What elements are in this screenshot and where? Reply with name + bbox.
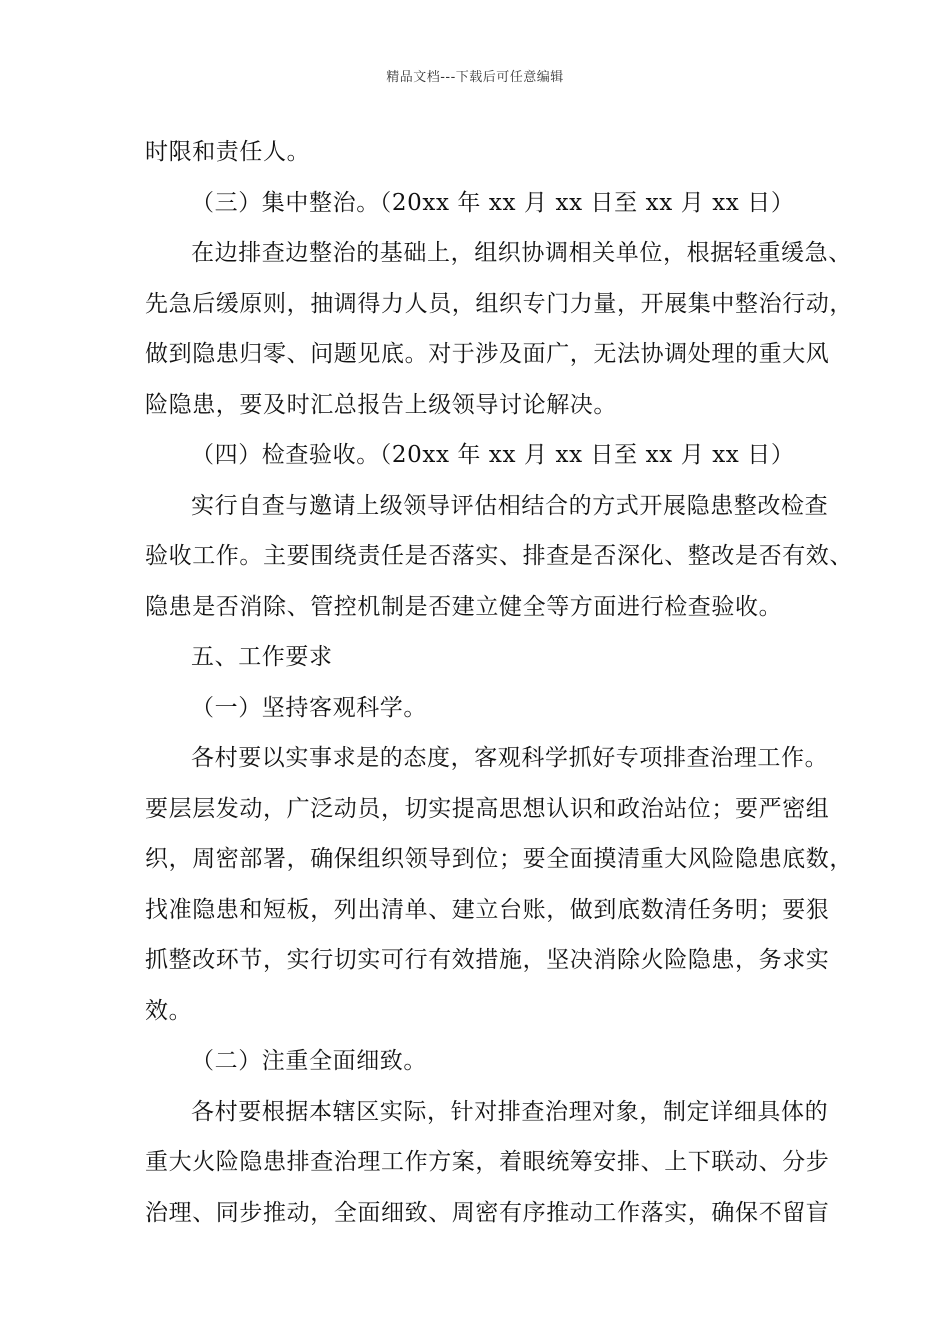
body-line: 时限和责任人。 xyxy=(145,139,311,165)
body-line: 织，周密部署，确保组织领导到位；要全面摸清重大风险隐患底数， xyxy=(145,846,853,872)
body-line: 治理、同步推动，全面细致、周密有序推动工作落实，确保不留盲 xyxy=(145,1199,830,1226)
body-line: 实行自查与邀请上级领导评估相结合的方式开展隐患整改检查 xyxy=(191,492,829,519)
section-heading: （三）集中整治。（20xx 年 xx 月 xx 日至 xx 月 xx 日） xyxy=(191,189,795,216)
body-line: 验收工作。主要围绕责任是否落实、排查是否深化、整改是否有效、 xyxy=(145,543,853,569)
section-heading: （四）检查验收。（20xx 年 xx 月 xx 日至 xx 月 xx 日） xyxy=(191,442,795,468)
body-line: 在边排查边整治的基础上，组织协调相关单位，根据轻重缓急、 xyxy=(191,240,852,266)
page-header: 精品文档---下载后可任意编辑 xyxy=(386,70,564,85)
section-heading: （一）坚持客观科学。 xyxy=(191,694,427,721)
body-line: 要层层发动，广泛动员，切实提高思想认识和政治站位；要严密组 xyxy=(145,795,830,822)
body-line: 险隐患，要及时汇总报告上级领导讨论解决。 xyxy=(145,391,617,418)
body-line: 重大火险隐患排查治理工作方案，着眼统筹安排、上下联动、分步 xyxy=(145,1149,830,1175)
body-line: 各村要以实事求是的态度，客观科学抓好专项排查治理工作。 xyxy=(191,745,829,771)
body-line: 隐患是否消除、管控机制是否建立健全等方面进行检查验收。 xyxy=(145,593,783,620)
body-line: 找准隐患和短板，列出清单、建立台账，做到底数清任务明；要狠 xyxy=(145,896,830,923)
section-heading: （二）注重全面细致。 xyxy=(191,1048,427,1074)
body-line: 各村要根据本辖区实际，针对排查治理对象，制定详细具体的 xyxy=(191,1098,829,1125)
document-body xyxy=(145,127,853,1238)
body-line: 做到隐患归零、问题见底。对于涉及面广，无法协调处理的重大风 xyxy=(145,341,830,367)
chapter-heading: 五、工作要求 xyxy=(191,644,333,670)
body-line: 先急后缓原则，抽调得力人员，组织专门力量，开展集中整治行动， xyxy=(145,290,853,317)
body-line: 抓整改环节，实行切实可行有效措施，坚决消除火险隐患，务求实 xyxy=(145,947,830,973)
body-line: 效。 xyxy=(145,997,193,1024)
